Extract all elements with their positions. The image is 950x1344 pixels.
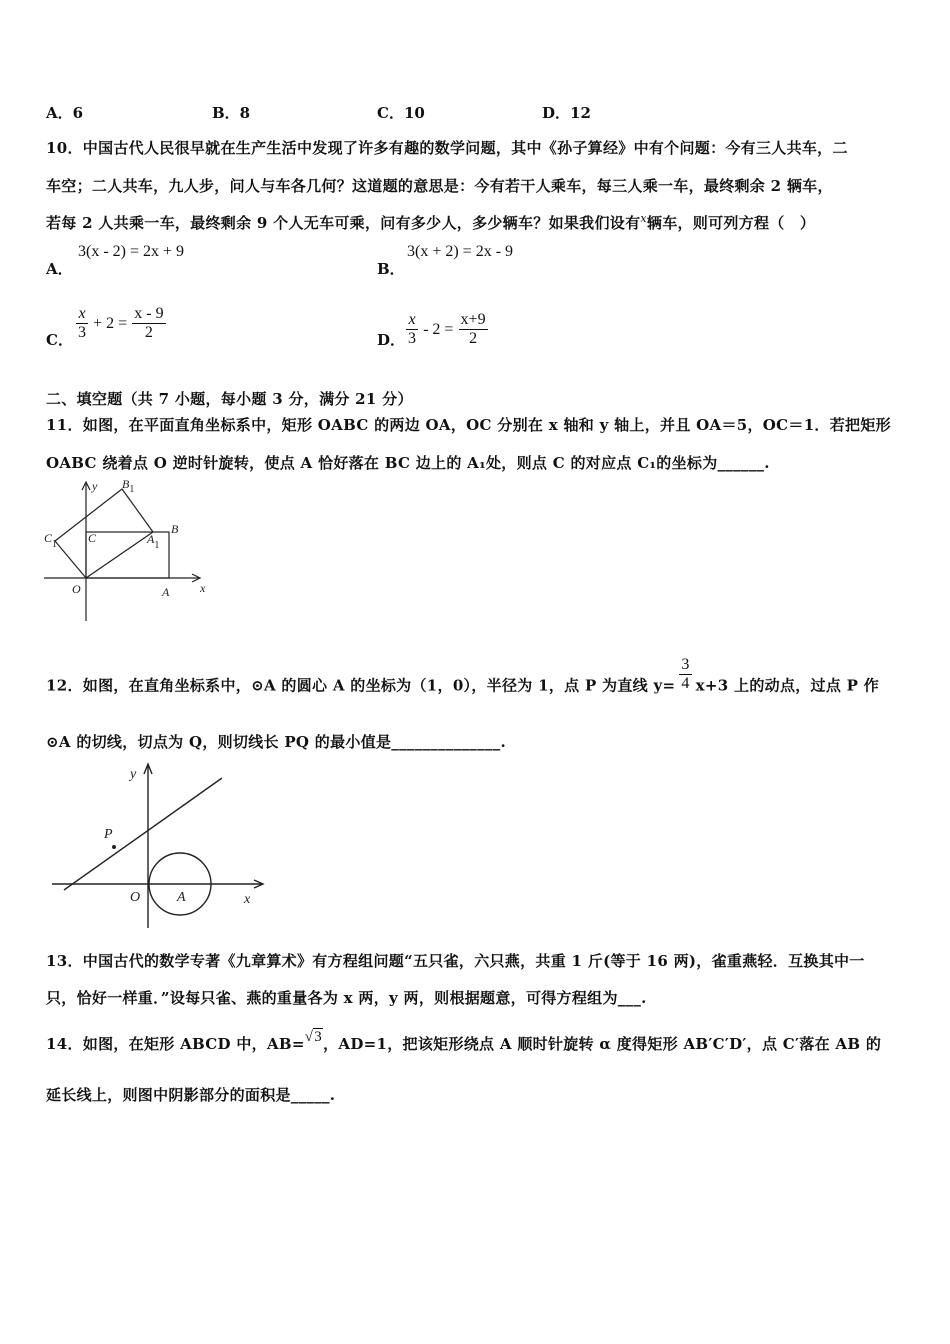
q10-option-b-label: B．	[377, 260, 405, 278]
label-a1-letter: A	[147, 532, 155, 546]
label-c1-letter: C	[44, 531, 53, 545]
sqrt-radicand: 3	[314, 1029, 323, 1045]
q12-line-2: ⊙A 的切线，切点为 Q，则切线长 PQ 的最小值是______________.	[46, 733, 507, 751]
rectangle-oa1b1c1	[55, 489, 153, 578]
frac-numerator: x	[78, 305, 86, 322]
q12-line-1	[46, 656, 880, 705]
q12-circle-tangent-figure	[44, 758, 274, 933]
frac-numerator: x - 9	[134, 305, 164, 322]
label-x: x	[200, 581, 206, 595]
label-p: P	[104, 827, 113, 842]
q12-line-1-post: x+3 上的动点，过点 P 作	[695, 676, 880, 695]
q14-line-1-pre: 14．如图，在矩形 ABCD 中，AB=	[46, 1035, 305, 1053]
q10-option-b-equation: 3(x + 2) = 2x - 9	[407, 243, 514, 260]
q13-line-2: 只，恰好一样重．”设每只雀、燕的重量各为 x 两，y 两，则根据题意，可得方程组为___.	[46, 989, 647, 1007]
q9-option-b: B．8	[212, 104, 251, 122]
label-x: x	[244, 892, 251, 907]
q10-option-c-equation	[76, 305, 166, 342]
q12-line-1-pre: 12．如图，在直角坐标系中，⊙A 的圆心 A 的坐标为（1，0），半径为 1，点 P 为直线 y=	[46, 676, 676, 695]
q9-option-d: D．12	[542, 104, 591, 122]
section-2-heading: 二、填空题（共 7 小题，每小题 3 分，满分 21 分）	[46, 390, 413, 408]
label-c1-sub: 1	[52, 539, 58, 550]
label-a: A	[177, 890, 186, 905]
eq-middle: + 2 =	[93, 315, 128, 332]
q10-option-a-label: A．	[46, 260, 73, 278]
label-y: y	[92, 479, 98, 493]
sqrt-sign: √	[304, 1029, 314, 1045]
label-y: y	[130, 767, 137, 782]
q11-line-1: 11．如图，在平面直角坐标系中，矩形 OABC 的两边 OA，OC 分别在 x 轴和 y 轴上，并且 OA＝5，OC＝1．若把矩形	[46, 416, 891, 434]
q14-line-1-post: ，AD=1，把该矩形绕点 A 顺时针旋转 α 度得矩形 AB′C′D′，点 C′落在 AB 的	[323, 1035, 882, 1053]
frac-denominator: 3	[78, 324, 86, 341]
q14-sqrt-3	[305, 1029, 323, 1046]
frac-denominator: 3	[408, 330, 416, 347]
q9-option-c: C．10	[377, 104, 425, 122]
q10-line-3-pre: 若每 2 人共乘一车，最终剩余 9 个人无车可乘，问有多少人，多少辆车？如果我们设有	[46, 214, 641, 232]
label-b1-letter: B	[122, 477, 130, 491]
rectangle-oabc	[86, 532, 169, 578]
label-c1	[44, 531, 57, 550]
q14-line-2: 延长线上，则图中阴影部分的面积是_____.	[46, 1086, 336, 1104]
label-b: B	[171, 522, 179, 536]
frac-denominator: 4	[681, 675, 690, 692]
frac-numerator: 3	[681, 656, 690, 673]
q10-line-2: 车空；二人共车，九人步，问人与车各几何？这道题的意思是：今有若干人乘车，每三人乘一车，最终剩余 2 辆车，	[46, 177, 833, 195]
q10-option-c-label: C．	[46, 331, 73, 349]
frac-numerator: x+9	[460, 311, 486, 328]
label-a1-sub: 1	[154, 540, 160, 551]
label-a1	[146, 532, 159, 551]
q10-line-3	[46, 212, 815, 233]
q13-line-1: 13．中国古代的数学专著《九章算术》有方程组问题“五只雀，六只燕，共重 1 斤(等于 16 两)，雀重燕轻．互换其中一	[46, 952, 865, 970]
label-o: O	[130, 890, 141, 905]
q11-line-2: OABC 绕着点 O 逆时针旋转，使点 A 恰好落在 BC 边上的 A₁处，则点 C 的对应点 C₁的坐标为______.	[46, 454, 770, 472]
frac-denominator: 2	[469, 330, 478, 347]
q11-rectangle-rotation-figure	[40, 476, 220, 626]
point-p-dot	[112, 845, 116, 849]
q10-line-3-post: 辆车，则可列方程（ ）	[646, 214, 816, 232]
frac-denominator: 2	[144, 324, 153, 341]
label-c: C	[88, 531, 97, 545]
q10-variable-x: x	[640, 212, 647, 225]
label-a: A	[162, 585, 170, 599]
label-o: O	[72, 582, 81, 596]
eq-middle: - 2 =	[423, 321, 454, 338]
q12-slope-fraction	[679, 656, 691, 693]
line-y-equals-3-4x-plus-3	[64, 778, 222, 890]
frac-numerator: x	[408, 311, 416, 328]
q14-line-1	[46, 1029, 882, 1054]
label-b1-sub: 1	[129, 484, 135, 495]
q10-option-d-label: D．	[377, 331, 406, 349]
q10-option-a-equation: 3(x - 2) = 2x + 9	[78, 243, 185, 260]
q10-option-d-equation	[406, 311, 488, 348]
q10-line-1: 10．中国古代人民很早就在生产生活中发现了许多有趣的数学问题，其中《孙子算经》中有个问题：今有三人共车，二	[46, 139, 848, 157]
q9-option-a: A．6	[46, 104, 84, 122]
